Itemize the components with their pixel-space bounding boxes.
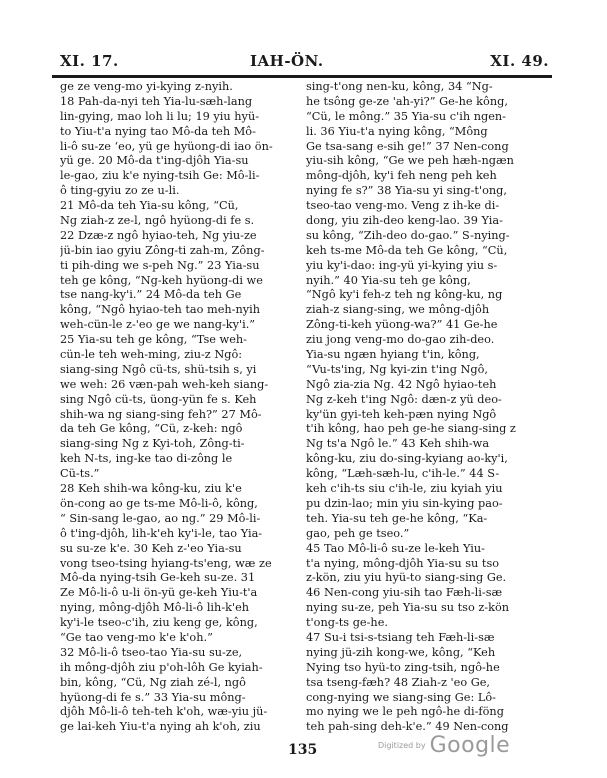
text-line: “ Sin-sang le-gao, ao ng.” 29 Mô-li- — [60, 511, 261, 525]
text-line: ô t'ing-djôh, lih-k'eh ky'i-le, tao Yia- — [60, 526, 263, 540]
text-line: Ze Mô-li-ô u-li ön-yü ge-keh Yiu-t'a — [60, 586, 258, 600]
text-line: “Vu-ts'ing, Ng kyi-zin t'ing Ngô, — [306, 362, 489, 376]
header-rule — [52, 75, 552, 78]
text-line: da teh Ge kông, “Cü, z-keh: ngô — [60, 422, 243, 436]
text-line: 22 Dzæ-z ngô hyiao-teh, Ng yiu-ze — [60, 228, 257, 242]
text-line: tsa tseng-fæh? 48 Ziah-z 'eo Ge, — [306, 675, 491, 689]
text-line: t'ong-ts ge-he. — [306, 616, 388, 630]
text-column-right — [306, 80, 544, 735]
text-line: nying fe s?” 38 Yia-su yi sing-t'ong, — [306, 184, 507, 198]
google-watermark — [378, 733, 510, 758]
text-line: 47 Su-i tsi-s-tsiang teh Fæh-li-sæ — [306, 630, 495, 644]
text-line: Ng ziah-z ze-l, ngô hyüong-di fe s. — [60, 214, 255, 228]
text-line: 25 Yia-su teh ge kông, “Tse weh- — [60, 333, 247, 347]
text-line: lin-gying, mao loh li lu; 19 yiu hyü- — [60, 109, 260, 123]
text-line: bin, kông, “Cü, Ng ziah zé-l, ngô — [60, 675, 246, 689]
text-line: siang-sing Ng z Kyi-toh, Zông-ti- — [60, 437, 245, 451]
text-line: vong tseo-tsing hyiang-ts'eng, wæ ze — [60, 556, 272, 570]
chapter-verse-start: XI. 17. — [60, 52, 119, 70]
text-line: 45 Tao Mô-li-ô su-ze le-keh Yiu- — [306, 541, 485, 555]
text-line: cün-le teh weh-ming, ziu-z Ngô: — [60, 348, 243, 362]
text-line: kông, “Læh-sæh-lu, c'ih-le.” 44 S- — [306, 467, 500, 481]
text-line: Nying tso hyü-to zing-tsih, ngô-he — [306, 660, 500, 674]
text-line: sing-t'ong nen-ku, kông, 34 “Ng- — [306, 80, 493, 93]
text-line: 18 Pah-da-nyi teh Yia-lu-sæh-lang — [60, 94, 253, 108]
text-line: ih mông-djôh ziu p'oh-lôh Ge kyiah- — [60, 660, 263, 674]
text-line: tse nang-ky'i.” 24 Mô-da teh Ge — [60, 288, 242, 302]
text-line: ge lai-keh Yiu-t'a nying ah k'oh, ziu — [60, 720, 261, 734]
text-line: Zông-ti-keh yüong-wa?” 41 Ge-he — [306, 318, 498, 332]
text-line: 21 Mô-da teh Yia-su kông, “Cü, — [60, 199, 239, 213]
text-line: ziu jong veng-mo do-gao zih-deo. — [306, 333, 495, 347]
text-line: nying, mông-djôh Mô-li-ô lih-k'eh — [60, 601, 250, 615]
text-line: “Ge tao veng-mo k'e k'oh.” — [60, 630, 213, 644]
text-line: he tsông ge-ze 'ah-yi?” Ge-he kông, — [306, 94, 508, 108]
text-line: Ng z-keh t'ing Ngô: dæn-z yü deo- — [306, 392, 502, 406]
text-line: tseo-tao veng-mo. Veng z ih-ke di- — [306, 199, 500, 213]
text-line: ô ting-gyiu zo ze u-li. — [60, 184, 180, 198]
text-line: Mô-da nying-tsih Ge-keh su-ze. 31 — [60, 571, 256, 585]
text-line: pu dzin-lao; min yiu sin-kying pao- — [306, 496, 503, 510]
text-line: 28 Keh shih-wa kông-ku, ziu k'e — [60, 482, 242, 496]
text-line: yiu-sih kông, “Ge we peh hæh-ngæn — [306, 154, 514, 168]
text-line: t'a nying, mông-djôh Yia-su su tso — [306, 556, 500, 570]
text-line: keh ts-me Mô-da teh Ge kông, “Cü, — [306, 243, 508, 257]
text-line: nying jü-zih kong-we, kông, “Keh — [306, 645, 496, 659]
text-line: ziah-z siang-sing, we mông-djôh — [306, 303, 490, 317]
text-line: jü-bin iao gyiu Zông-ti zah-m, Zông- — [60, 243, 265, 257]
text-line: nying su-ze, peh Yia-su su tso z-kön — [306, 601, 510, 615]
text-line: cong-nying we siang-sing Ge: Lô- — [306, 690, 496, 704]
text-line: kông, “Ngô hyiao-teh tao meh-nyih — [60, 303, 261, 317]
text-line: ky'ün gyi-teh keh-pæn nying Ngô — [306, 407, 497, 421]
text-line: gao, peh ge tseo.” — [306, 526, 410, 540]
text-line: keh N-ts, ing-ke tao di-zông le — [60, 452, 233, 466]
text-line: Ng ts'a Ngô le.” 43 Keh shih-wa — [306, 437, 490, 451]
text-line: nyih.” 40 Yia-su teh ge kông, — [306, 273, 471, 287]
text-line: Yia-su ngæn hyiang t'in, kông, — [306, 348, 480, 362]
text-line: yü ge. 20 Mô-da t'ing-djôh Yia-su — [60, 154, 249, 168]
text-line: mo nying we le peh ngô-he di-föng — [306, 705, 504, 719]
text-line: li. 36 Yiu-t'a nying kông, “Mông — [306, 124, 488, 138]
text-line: ti pih-ding we s-peh Ng.” 23 Yia-su — [60, 258, 260, 272]
text-line: yiu ky'i-dao: ing-yü yi-kying yiu s- — [306, 258, 498, 272]
text-line: mông-djôh, ky'i feh neng peh keh — [306, 169, 497, 183]
text-line: teh. Yia-su teh ge-he kông, “Ka- — [306, 511, 488, 525]
text-line: hyüong-di fe s.” 33 Yia-su mông- — [60, 690, 246, 704]
text-line: le-gao, ziu k'e nying-tsih Ge: Mô-li- — [60, 169, 260, 183]
text-line: ky'i-le tseo-c'ih, ziu keng ge, kông, — [60, 616, 258, 630]
watermark-prefix: Digitized by — [378, 741, 426, 750]
watermark-brand: Google — [429, 733, 511, 758]
text-line: t'ih kông, hao peh ge-he siang-sing z — [306, 422, 516, 436]
chapter-verse-end: XI. 49. — [490, 52, 549, 70]
text-line: “Ngô ky'i feh-z teh ng kông-ku, ng — [306, 288, 503, 302]
text-line: shih-wa ng siang-sing feh?” 27 Mô- — [60, 407, 262, 421]
text-line: to Yiu-t'a nying tao Mô-da teh Mô- — [60, 124, 256, 138]
text-line: Ngô zia-zia Ng. 42 Ngô hyiao-teh — [306, 377, 497, 391]
text-line: keh c'ih-ts siu c'ih-le, ziu kyiah yiu — [306, 482, 503, 496]
text-line: su su-ze k'e. 30 Keh z-'eo Yia-su — [60, 541, 242, 555]
text-line: ge ze veng-mo yi-kying z-nyih. — [60, 80, 233, 93]
text-line: teh ge kông, “Ng-keh hyüong-di we — [60, 273, 263, 287]
text-column-left — [60, 80, 298, 735]
text-line: 46 Nen-cong yiu-sih tao Fæh-li-sæ — [306, 586, 503, 600]
text-line: Cü-ts.” — [60, 467, 100, 481]
text-line: we weh: 26 væn-pah weh-keh siang- — [60, 377, 269, 391]
text-line: li-ô su-ze ‘eo, yü ge hyüong-di iao ön- — [60, 139, 273, 153]
text-line: su kông, “Zih-deo do-gao.” S-nying- — [306, 228, 510, 242]
text-line: “Cü, le mông.” 35 Yia-su c'ih ngen- — [306, 109, 506, 123]
page-number: 135 — [288, 742, 318, 758]
text-line: z-kön, ziu yiu hyü-to siang-sing Ge. — [306, 571, 507, 585]
text-line: teh pah-sing deh-k'e.” 49 Nen-cong — [306, 720, 509, 734]
text-line: Ge tsa-sang e-sih ge!” 37 Nen-cong — [306, 139, 509, 153]
running-title: IAH-ÖN. — [250, 52, 324, 70]
text-line: ön-cong ao ge ts-me Mô-li-ô, kông, — [60, 496, 258, 510]
text-line: dong, yiu zih-deo keng-lao. 39 Yia- — [306, 214, 503, 228]
text-line: djôh Mô-li-ô teh-teh k'oh, wæ-yiu jü- — [60, 705, 268, 719]
text-line: kông-ku, ziu do-sing-kyiang ao-ky'i, — [306, 452, 508, 466]
text-line: siang-sing Ngô cü-ts, shü-tsih s, yi — [60, 362, 257, 376]
text-line: sing Ngô cü-ts, üong-yün fe s. Keh — [60, 392, 257, 406]
text-line: 32 Mô-li-ô tseo-tao Yia-su su-ze, — [60, 645, 243, 659]
text-line: weh-cün-le z-'eo ge we nang-ky'i.” — [60, 318, 256, 332]
